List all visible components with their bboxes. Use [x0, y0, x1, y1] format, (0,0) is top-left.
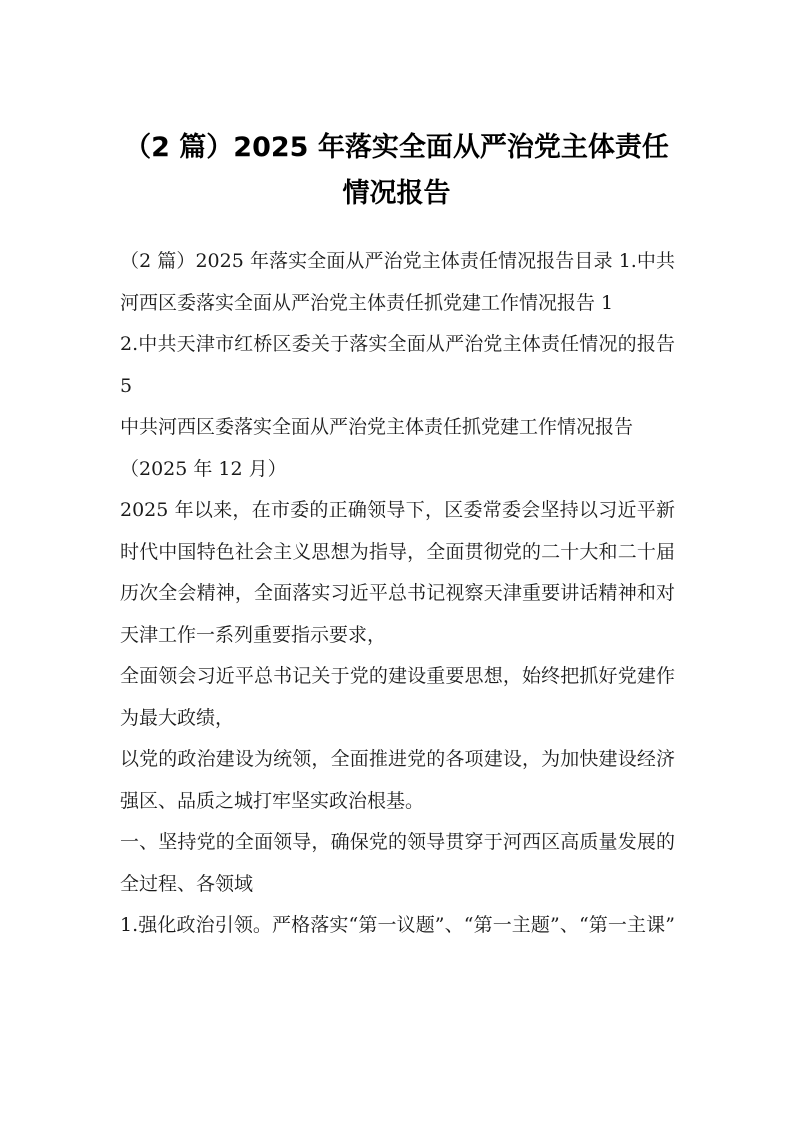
report-date: （2025 年 12 月）	[120, 457, 287, 480]
body-paragraph-political-guidance: 1.强化政治引领。严格落实“第一议题”、“第一主题”、“第一主课”	[120, 914, 675, 936]
document-body	[120, 241, 675, 947]
section-title: 中共河西区委落实全面从严治党主体责任抓党建工作情况报告	[120, 416, 634, 438]
table-of-contents-paragraph: （2 篇）2025 年落实全面从严治党主体责任情况报告目录 1.中共河西区委落实全面从严治党主体责任抓党建工作情况报告 1	[120, 250, 675, 314]
heading-section-one: 一、坚持党的全面领导，确保党的领导贯穿于河西区高质量发展的全过程、各领域	[120, 831, 675, 895]
body-paragraph-political-construction: 以党的政治建设为统领，全面推进党的各项建设，为加快建设经济强区、品质之城打牢坚实政治根基。	[120, 748, 675, 812]
table-of-contents-item-2: 2.中共天津市红桥区委关于落实全面从严治党主体责任情况的报告 5	[120, 333, 675, 397]
body-paragraph-intro: 2025 年以来，在市委的正确领导下，区委常委会坚持以习近平新时代中国特色社会主义思想为指导，全面贯彻党的二十大和二十届历次全会精神，全面落实习近平总书记视察天津重要讲话精神和对天津工作一系列重要指示要求，	[120, 499, 675, 646]
body-paragraph-party-building: 全面领会习近平总书记关于党的建设重要思想，始终把抓好党建作为最大政绩，	[120, 665, 675, 729]
document-title-line-2: 情况报告	[342, 178, 451, 209]
document-title-line-1: （2 篇）2025 年落实全面从严治党主体责任	[124, 132, 669, 163]
